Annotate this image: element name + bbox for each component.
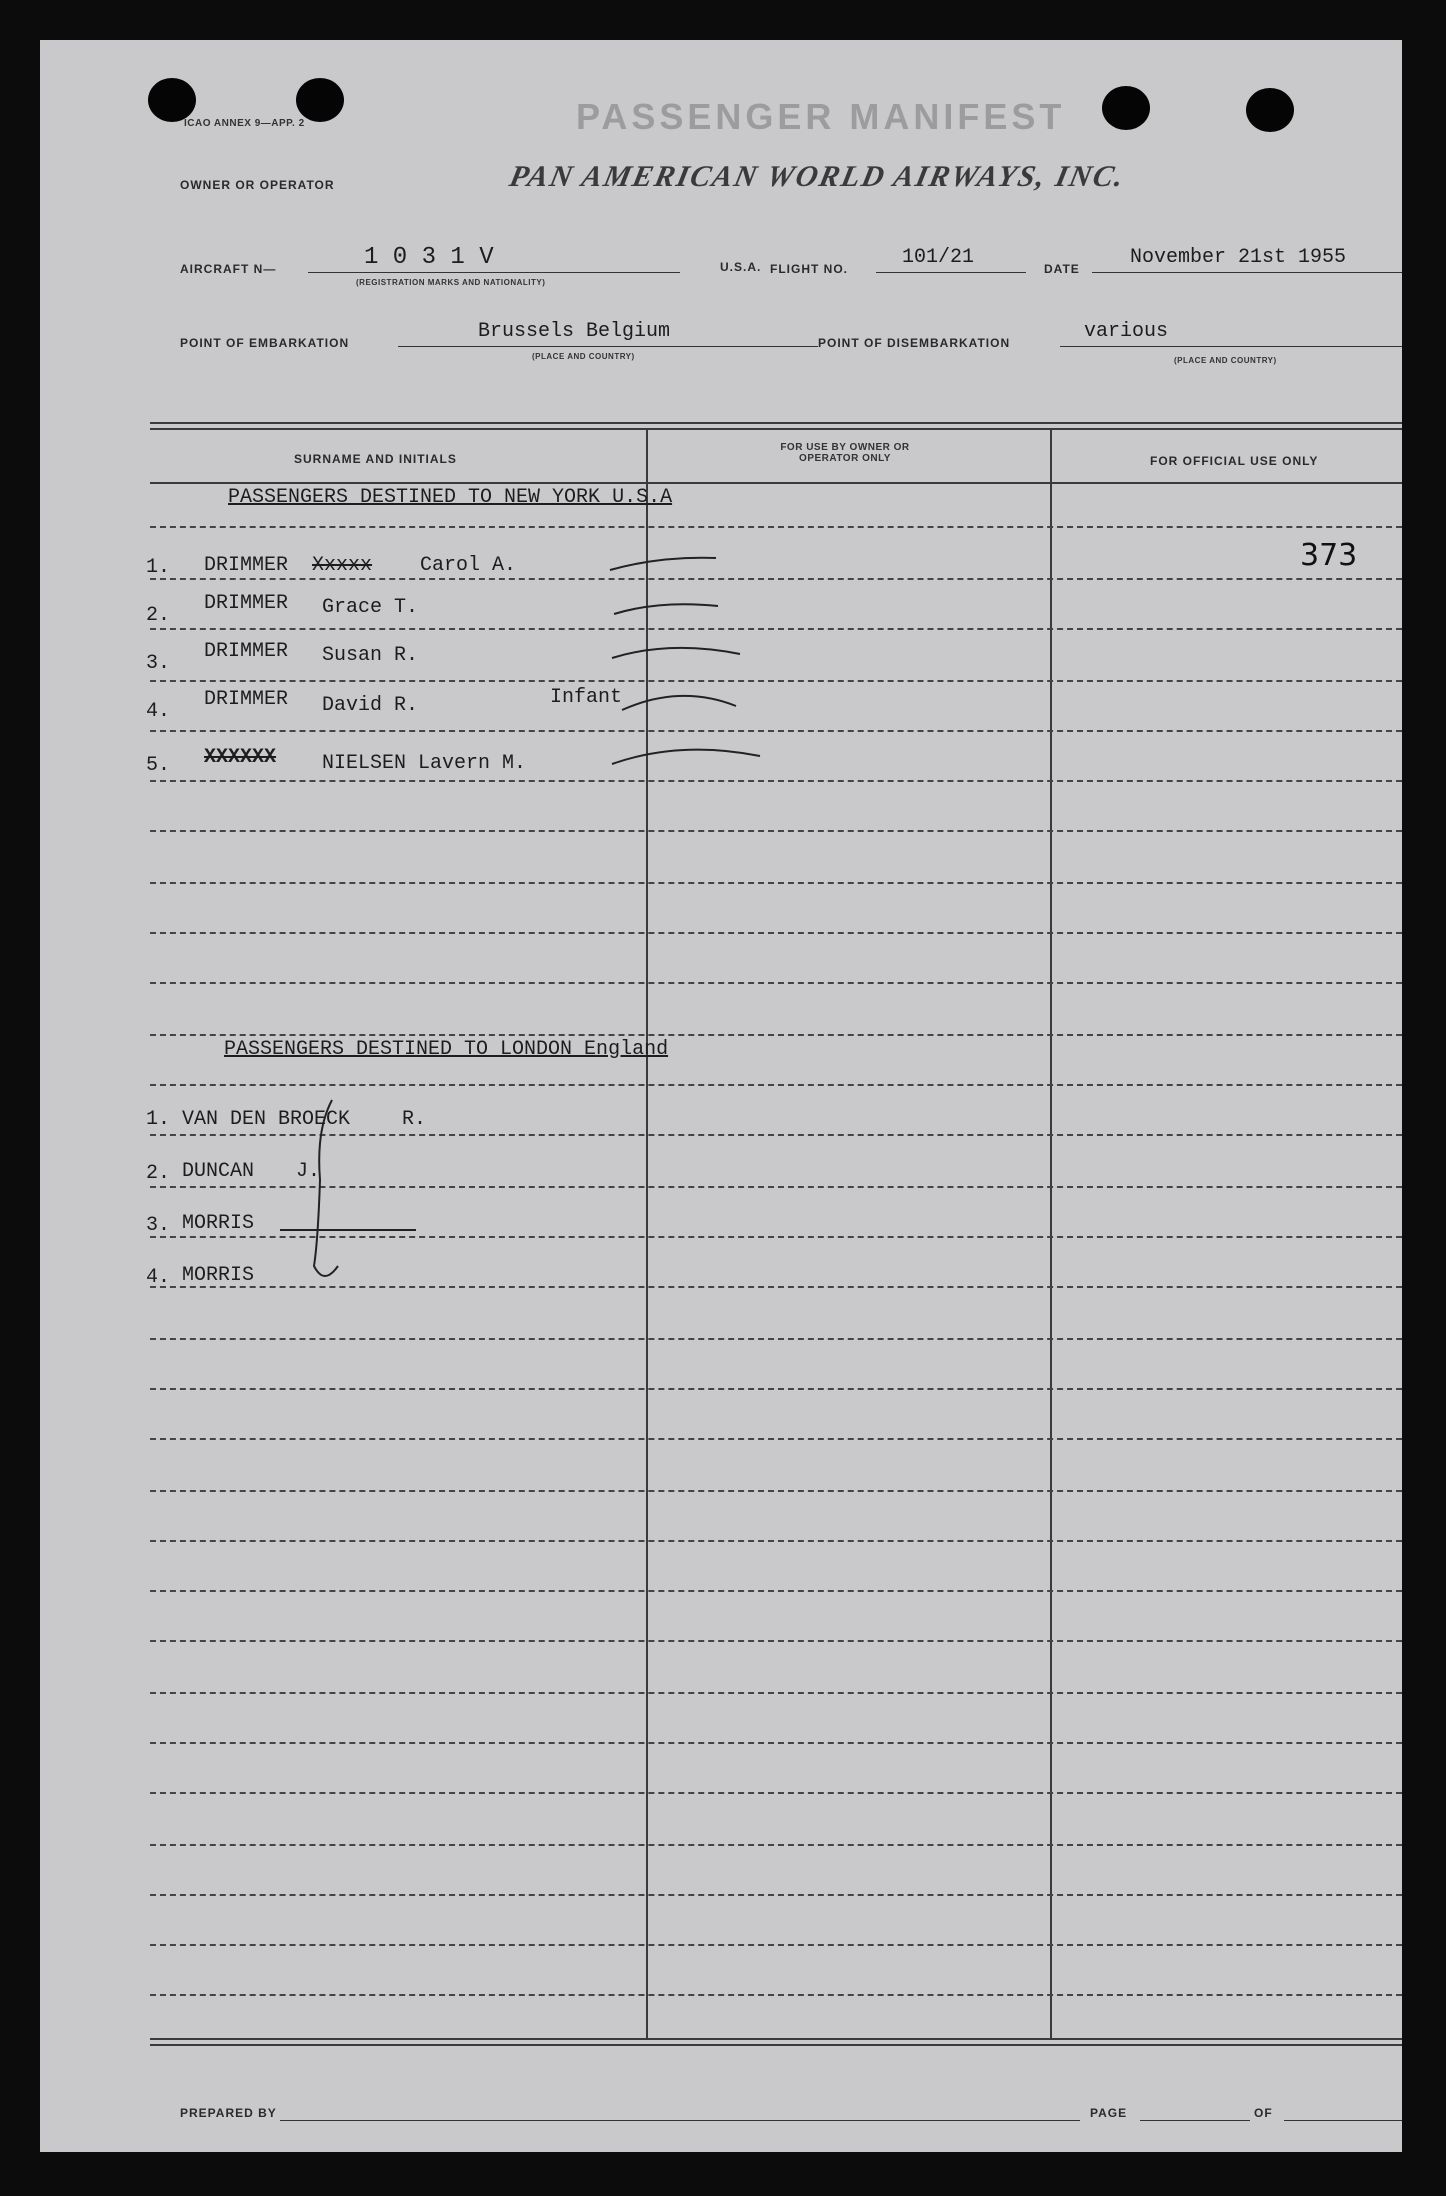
row-line	[150, 1388, 1402, 1390]
table-bottom-rule	[150, 2038, 1402, 2040]
disembarkation-label: POINT OF DISEMBARKATION	[818, 336, 1011, 350]
row-line	[150, 1640, 1402, 1642]
bracket-stroke	[314, 1100, 338, 1276]
passenger-number: 5.	[146, 754, 171, 777]
check-stroke	[614, 604, 718, 614]
of-label: OF	[1254, 2106, 1273, 2120]
passenger-surname: DRIMMER	[204, 592, 289, 615]
prepared-by-label: PREPARED BY	[180, 2106, 277, 2120]
passenger-name: MORRIS	[182, 1212, 255, 1235]
disembarkation-value: various	[1084, 320, 1169, 343]
flight-label: FLIGHT NO.	[770, 262, 848, 276]
passenger-number: 2.	[146, 1162, 171, 1185]
passenger-number: 2.	[146, 604, 171, 627]
column-divider	[1050, 428, 1052, 2038]
passenger-surname: DRIMMER	[204, 688, 289, 711]
row-line	[150, 830, 1402, 832]
passenger-name: MORRIS	[182, 1264, 255, 1287]
row-line	[150, 982, 1402, 984]
row-line	[150, 1590, 1402, 1592]
page-line	[1140, 2120, 1250, 2121]
passenger-initial: R.	[402, 1108, 427, 1131]
table-top-rule	[150, 428, 1402, 430]
official-use-number: 373	[1300, 538, 1358, 573]
date-value: November 21st 1955	[1130, 246, 1347, 269]
row-line	[150, 1438, 1402, 1440]
check-stroke	[612, 648, 740, 658]
flight-underline	[876, 272, 1026, 273]
column-header-surname: SURNAME AND INITIALS	[294, 452, 457, 466]
punch-hole	[148, 78, 196, 122]
check-marks	[600, 520, 820, 810]
embarkation-value: Brussels Belgium	[478, 320, 671, 343]
punch-hole	[1102, 86, 1150, 130]
owner-label: OWNER OR OPERATOR	[180, 178, 335, 192]
aircraft-label: AIRCRAFT N—	[180, 262, 277, 276]
passenger-surname: DRIMMER	[204, 640, 289, 663]
owner-value: PAN AMERICAN WORLD AIRWAYS, INC.	[506, 160, 1129, 193]
of-line	[1284, 2120, 1402, 2121]
passenger-initial: J.	[296, 1160, 321, 1183]
table-top-rule	[150, 422, 1402, 424]
registration-caption: (REGISTRATION MARKS AND NATIONALITY)	[356, 278, 546, 287]
row-line	[150, 1692, 1402, 1694]
row-line	[150, 1742, 1402, 1744]
row-line	[150, 1944, 1402, 1946]
form-reference: ICAO ANNEX 9—APP. 2	[184, 118, 305, 129]
row-line	[150, 1540, 1402, 1542]
row-line	[150, 1084, 1402, 1086]
passenger-given-name: David R.	[322, 694, 419, 717]
passenger-given-name: Grace T.	[322, 596, 419, 619]
section-heading-london: PASSENGERS DESTINED TO LONDON England	[224, 1038, 669, 1061]
manifest-sheet	[40, 40, 1402, 2152]
handwritten-bracket	[280, 1090, 440, 1290]
row-line	[150, 1792, 1402, 1794]
passenger-note: Infant	[550, 686, 623, 709]
passenger-number: 3.	[146, 1214, 171, 1237]
passenger-number: 1.	[146, 556, 171, 579]
date-underline	[1092, 272, 1402, 273]
page-title: PASSENGER MANIFEST	[576, 96, 1066, 137]
check-stroke	[610, 558, 716, 570]
section-heading-new-york: PASSENGERS DESTINED TO NEW YORK U.S.A	[228, 486, 673, 509]
row-line	[150, 1034, 1402, 1036]
passenger-name: DUNCAN	[182, 1160, 255, 1183]
embarkation-underline	[398, 346, 818, 347]
aircraft-value: 1 0 3 1 V	[364, 244, 494, 271]
disembarkation-caption: (PLACE AND COUNTRY)	[1174, 356, 1277, 365]
struck-text: XXXXXX	[204, 746, 277, 769]
page-label: PAGE	[1090, 2106, 1128, 2120]
prepared-by-line	[280, 2120, 1080, 2121]
check-stroke	[612, 750, 760, 764]
disembarkation-underline	[1060, 346, 1402, 347]
passenger-given-name: Susan R.	[322, 644, 419, 667]
flight-value: 101/21	[902, 246, 975, 269]
passenger-surname: DRIMMER	[204, 554, 289, 577]
table-bottom-rule	[150, 2044, 1402, 2046]
passenger-number: 1.	[146, 1108, 171, 1131]
passenger-given-name: Carol A.	[420, 554, 517, 577]
punch-hole	[1246, 88, 1294, 132]
row-line	[150, 1338, 1402, 1340]
passenger-number: 4.	[146, 700, 171, 723]
column-header-rule	[150, 482, 1402, 484]
column-header-official-use: FOR OFFICIAL USE ONLY	[1150, 454, 1319, 468]
embarkation-label: POINT OF EMBARKATION	[180, 336, 350, 350]
embarkation-caption: (PLACE AND COUNTRY)	[532, 352, 635, 361]
struck-text: Xxxxx	[312, 554, 373, 577]
date-label: DATE	[1044, 262, 1080, 276]
nationality-label: U.S.A.	[680, 260, 761, 274]
check-stroke	[622, 696, 736, 710]
row-line	[150, 1994, 1402, 1996]
row-line	[150, 882, 1402, 884]
passenger-given-name: NIELSEN Lavern M.	[322, 752, 527, 775]
passenger-number: 3.	[146, 652, 171, 675]
passenger-number: 4.	[146, 1266, 171, 1289]
punch-hole	[296, 78, 344, 122]
row-line	[150, 1490, 1402, 1492]
row-line	[150, 932, 1402, 934]
row-line	[150, 1894, 1402, 1896]
passenger-name: VAN DEN BROECK	[182, 1108, 351, 1131]
row-line	[150, 1844, 1402, 1846]
aircraft-underline	[308, 272, 718, 273]
column-header-owner-use: FOR USE BY OWNER OR OPERATOR ONLY	[780, 442, 910, 464]
